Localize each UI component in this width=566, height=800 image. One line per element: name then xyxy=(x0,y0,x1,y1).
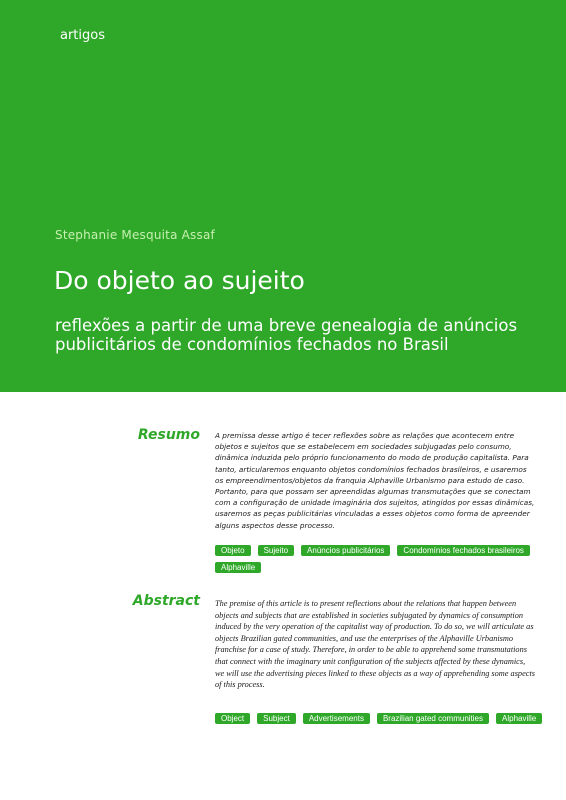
abstract-text: The premise of this article is to present reflections about the relations that happen between objects and subjects that are established in societies subjugated by dynamics of consumption induced by the very operation of the capitalist way of production. To do so, we will articulate as objects Brazilian gated communities, and use the enterprises of the Alphaville Urbanismo franchise for a case of study. Therefore, in order to be able to apprehend some transmutations that connect with the imaginary unit configuration of the subjects affected by these dynamics, we will use the advertising pieces linked to these objects as a way of apprehending some aspects of this process. xyxy=(215,599,535,690)
keyword-tag[interactable]: Anúncios publicitários xyxy=(301,545,390,556)
keyword-tag[interactable]: Alphaville xyxy=(496,713,542,724)
keyword-tag[interactable]: Alphaville xyxy=(215,562,261,573)
resumo-text: A premissa desse artigo é tecer reflexões sobre as relações que acontecem entre objetos e sujeitos que se estabelecem em sociedades subjugadas pelo consumo, dinâmica induzida pelo próprio funcionamento do modo de produção capitalista. Para tanto, articularemos enquanto objetos condomínios fechados brasileiros, e usaremos os empreendimentos/objetos da franquia Alphaville Urbanismo para estudo de caso. Portanto, para que possam ser apreendidas algumas transmutações que se conectam com a configuração de unidade imaginária dos sujeitos, atingidos por essas dinâmicas, usaremos as peças publicitárias vinculadas a esses objetos como forma de apreender alguns aspectos desse processo. xyxy=(215,431,535,530)
keyword-tag[interactable]: Brazilian gated communities xyxy=(377,713,489,724)
abstract-keywords xyxy=(215,713,555,724)
section-label: artigos xyxy=(60,28,105,43)
header-banner xyxy=(0,0,566,392)
keyword-tag[interactable]: Objeto xyxy=(215,545,251,556)
article-title: Do objeto ao sujeito xyxy=(54,266,305,295)
article-subtitle: reflexões a partir de uma breve genealogia de anúncios publicitários de condomínios fechados no Brasil xyxy=(55,316,518,354)
keyword-tag[interactable]: Subject xyxy=(257,713,296,724)
author-name: Stephanie Mesquita Assaf xyxy=(55,228,215,242)
keyword-tag[interactable]: Sujeito xyxy=(258,545,294,556)
keyword-tag[interactable]: Object xyxy=(215,713,250,724)
resumo-keywords xyxy=(215,545,555,573)
abstract-heading: Abstract xyxy=(132,593,200,609)
keyword-tag[interactable]: Condomínios fechados brasileiros xyxy=(397,545,530,556)
resumo-heading: Resumo xyxy=(137,427,200,443)
keyword-tag[interactable]: Advertisements xyxy=(303,713,370,724)
